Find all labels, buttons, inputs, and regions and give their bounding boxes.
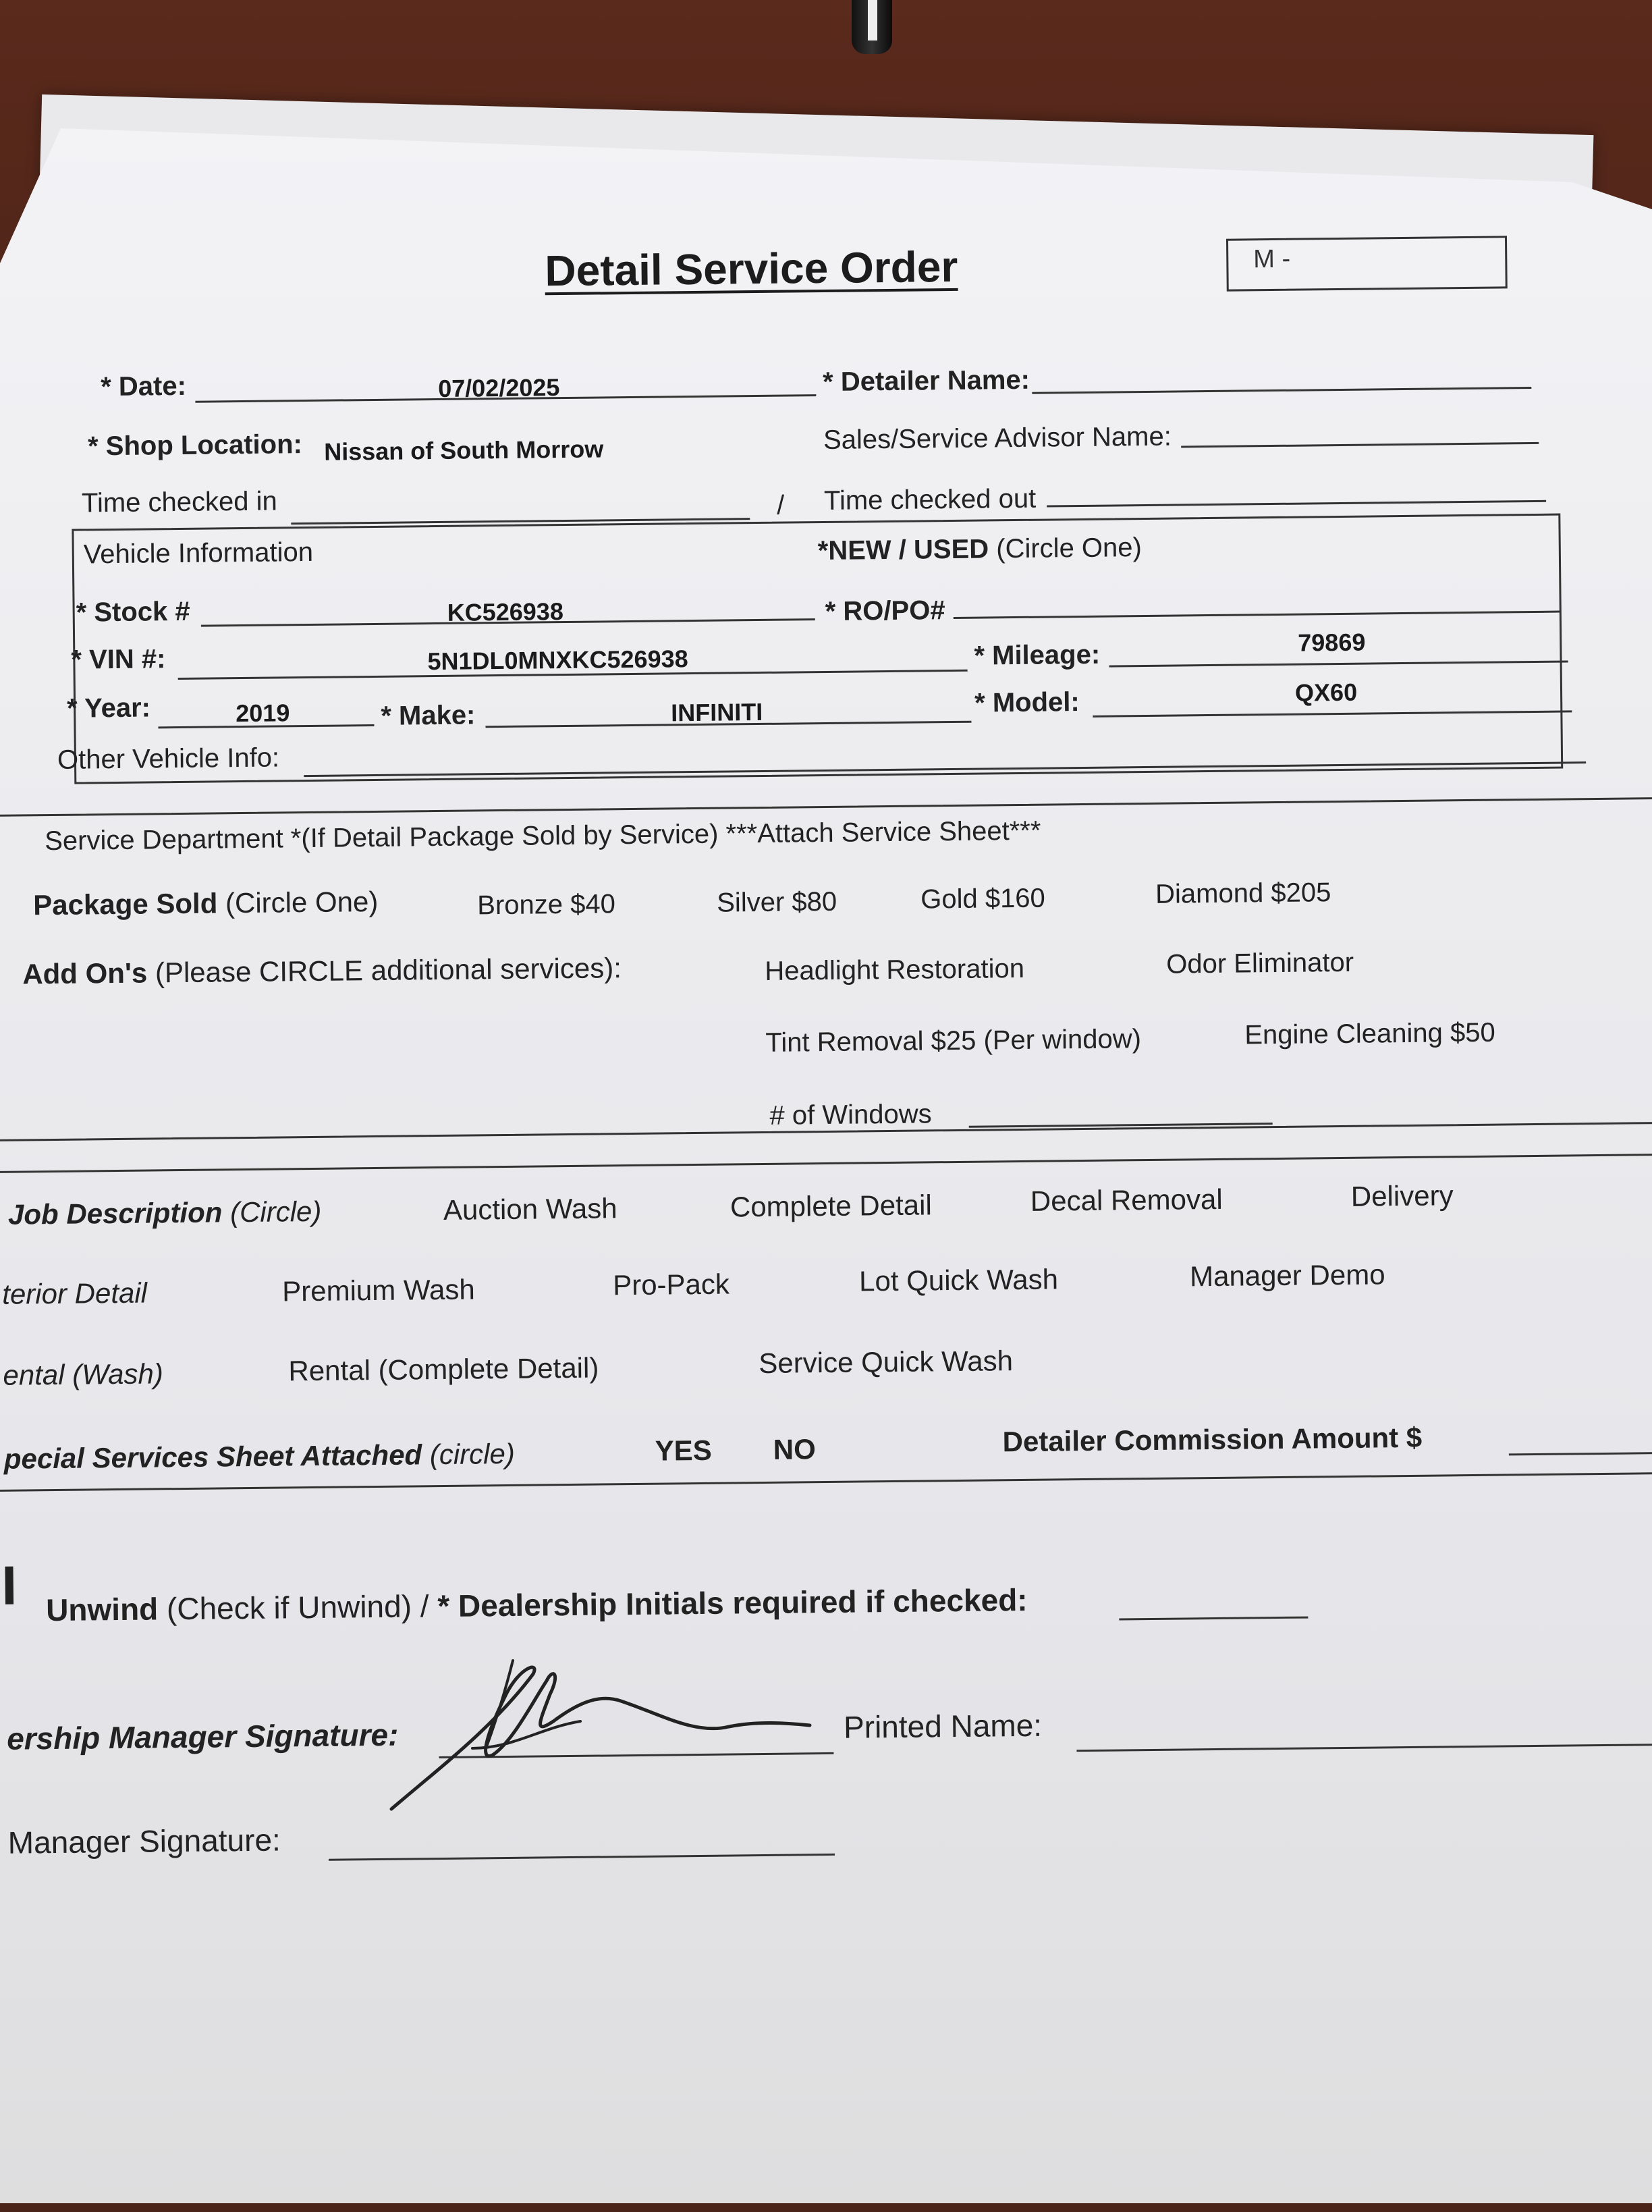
year-value: 2019 [236, 699, 290, 728]
make-value: INFINITI [671, 697, 763, 727]
printed-name-line[interactable] [1076, 1744, 1652, 1752]
manager-signature-line[interactable] [329, 1854, 835, 1861]
unwind-initials-label: * Dealership Initials required if checked: [437, 1582, 1028, 1624]
stock-label: * Stock # [76, 596, 190, 628]
printed-name-label: Printed Name: [843, 1707, 1043, 1745]
time-out-label: Time checked out [823, 483, 1037, 516]
advisor-name-line[interactable] [1181, 442, 1539, 448]
vin-value: 5N1DL0MNXKC526938 [427, 645, 688, 676]
addons-label: Add On's [22, 956, 148, 990]
commission-label: Detailer Commission Amount $ [1002, 1421, 1423, 1458]
unwind-checkbox[interactable] [5, 1567, 13, 1604]
package-bronze[interactable]: Bronze $40 [477, 889, 616, 921]
job-manager-demo[interactable]: Manager Demo [1189, 1258, 1385, 1293]
time-slash: / [776, 490, 785, 520]
make-label: * Make: [381, 700, 476, 731]
time-in-label: Time checked in [81, 486, 277, 518]
package-silver[interactable]: Silver $80 [717, 886, 837, 918]
job-description-hint: (Circle) [229, 1195, 322, 1229]
job-premium-wash[interactable]: Premium Wash [281, 1273, 475, 1307]
job-section-bottom-rule [0, 1472, 1652, 1492]
unwind-label: Unwind [45, 1591, 159, 1628]
windows-label: # of Windows [769, 1099, 932, 1131]
handwritten-signature [378, 1647, 850, 1836]
form-title: Detail Service Order [545, 242, 958, 296]
job-lot-quick-wash[interactable]: Lot Quick Wash [858, 1263, 1059, 1297]
mileage-value: 79869 [1298, 628, 1366, 657]
job-auction-wash[interactable]: Auction Wash [443, 1192, 617, 1226]
new-used-hint: (Circle One) [996, 533, 1142, 564]
addon-odor-eliminator[interactable]: Odor Eliminator [1166, 947, 1354, 979]
unwind-initials-line[interactable] [1119, 1617, 1308, 1621]
job-description-label: Job Description [7, 1196, 223, 1231]
ro-po-label: * RO/PO# [825, 595, 945, 626]
special-services-group [3, 1437, 516, 1475]
special-services-hint: (circle) [429, 1437, 516, 1471]
job-pro-pack[interactable]: Pro-Pack [612, 1268, 730, 1301]
new-used-option[interactable]: *NEW / USED [817, 534, 989, 566]
addons-group [22, 954, 622, 988]
time-out-line[interactable] [1047, 500, 1546, 508]
stock-value: KC526938 [447, 597, 564, 626]
package-sold-group [32, 885, 379, 921]
detailer-name-line[interactable] [1032, 387, 1531, 394]
special-services-label: pecial Services Sheet Attached [3, 1438, 422, 1475]
shop-location-value: Nissan of South Morrow [323, 435, 604, 466]
other-info-label: Other Vehicle Info: [57, 743, 280, 775]
job-rental-wash[interactable]: ental (Wash) [3, 1357, 164, 1391]
job-delivery[interactable]: Delivery [1350, 1179, 1454, 1212]
vin-label: * VIN #: [71, 644, 166, 675]
special-services-no[interactable]: NO [773, 1433, 816, 1465]
order-number-label: M - [1253, 244, 1291, 274]
package-sold-hint: (Circle One) [225, 885, 379, 919]
advisor-name-label: Sales/Service Advisor Name: [823, 421, 1172, 455]
vehicle-info-label: Vehicle Information [83, 537, 314, 570]
model-label: * Model: [974, 687, 1080, 718]
unwind-hint: (Check if Unwind) / [166, 1588, 429, 1627]
manager-signature-label: Manager Signature: [7, 1822, 281, 1860]
package-gold[interactable]: Gold $160 [920, 883, 1046, 915]
job-interior-detail[interactable]: terior Detail [2, 1276, 148, 1310]
year-label: * Year: [66, 693, 151, 724]
addon-engine-cleaning[interactable]: Engine Cleaning $50 [1244, 1017, 1495, 1050]
addons-hint: (Please CIRCLE additional services): [155, 952, 622, 989]
job-rental-complete-detail[interactable]: Rental (Complete Detail) [288, 1351, 599, 1387]
new-used-group [818, 534, 1142, 564]
unwind-group [45, 1582, 1028, 1628]
package-sold-label: Package Sold [32, 887, 218, 921]
job-complete-detail[interactable]: Complete Detail [729, 1189, 933, 1223]
addon-headlight-restoration[interactable]: Headlight Restoration [765, 953, 1025, 986]
special-services-yes[interactable]: YES [655, 1434, 713, 1467]
job-description-group [8, 1197, 322, 1229]
date-value: 07/02/2025 [438, 373, 560, 402]
mileage-label: * Mileage: [974, 639, 1101, 671]
job-service-quick-wash[interactable]: Service Quick Wash [759, 1345, 1014, 1380]
job-section-top-rule [0, 1154, 1652, 1173]
addon-tint-removal[interactable]: Tint Removal $25 (Per window) [765, 1024, 1142, 1058]
job-decal-removal[interactable]: Decal Removal [1030, 1183, 1223, 1217]
detailer-name-label: * Detailer Name: [822, 365, 1030, 397]
model-value: QX60 [1294, 678, 1358, 707]
package-diamond[interactable]: Diamond $205 [1155, 878, 1331, 909]
service-dept-label: Service Department *(If Detail Package Sold by Service) ***Attach Service Sheet*** [45, 815, 1041, 857]
date-label: * Date: [100, 371, 187, 402]
shop-location-label: * Shop Location: [87, 429, 303, 462]
commission-line[interactable] [1509, 1452, 1652, 1455]
dealer-manager-signature-label: ership Manager Signature: [6, 1717, 399, 1756]
